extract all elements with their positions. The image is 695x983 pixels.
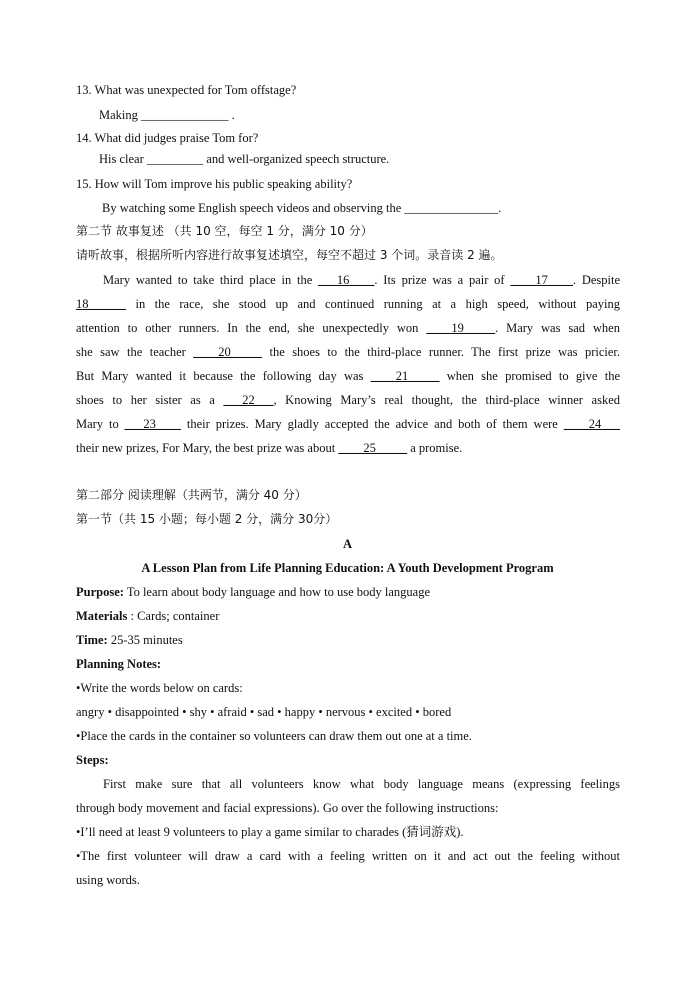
section2-instruction: 请听故事，根据所听内容进行故事复述填空，每空不超过 3 个词。录音读 2 遍。: [76, 248, 503, 262]
materials-label: Materials: [76, 609, 128, 623]
feeling-words: angry • disappointed • shy • afraid • sad • happy • nervous • excited • bored: [76, 705, 452, 719]
passage-title: A Lesson Plan from Life Planning Education: A Youth Development Program: [141, 561, 554, 575]
purpose-text: To learn about body language and how to use body language: [123, 585, 431, 599]
purpose-label: Purpose:: [76, 585, 124, 599]
blank-20: ____20_____: [193, 345, 263, 359]
bullet-2-line-2: using words.: [76, 873, 140, 887]
note-1: •Write the words below on cards:: [76, 681, 243, 695]
bullet-1: •I’ll need at least 9 volunteers to play a game similar to charades (猜词游戏).: [76, 825, 464, 839]
steps-paragraph-line-2: through body movement and facial expressions). Go over the following instructions:: [76, 801, 499, 815]
story-line-7: Mary to ___23____ their prizes. Mary gladly accepted the advice and both of them were ____24___: [76, 417, 621, 431]
story-line-3: attention to other runners. In the end, she unexpectedly won ____19_____. Mary was sad when: [76, 321, 620, 335]
time-label: Time:: [76, 633, 108, 647]
blank-21: ____21_____: [370, 369, 440, 383]
story-line-4: she saw the teacher ____20_____ the shoes to the third-place runner. The first prize was pricier.: [76, 345, 621, 359]
time-text: 25-35 minutes: [107, 633, 183, 647]
blank-18: 18______: [76, 297, 126, 311]
question-15: 15. How will Tom improve his public speaking ability?: [76, 177, 353, 191]
story-line-8: their new prizes, For Mary, the best prize was about ____25_____ a promise.: [76, 441, 463, 455]
purpose-line: [76, 584, 430, 600]
answer-13: Making ______________ .: [99, 108, 235, 122]
steps-paragraph-line-1: First make sure that all volunteers know what body language means (expressing feelings: [103, 777, 620, 791]
time-line: [76, 632, 183, 648]
answer-14: His clear _________ and well-organized speech structure.: [99, 152, 390, 166]
story-line-1: Mary wanted to take third place in the ___16____. Its prize was a pair of ____17____. Despite: [103, 273, 621, 287]
question-14: 14. What did judges praise Tom for?: [76, 131, 259, 145]
section2-heading: 第二节 故事复述 （共 10 空，每空 1 分，满分 10 分）: [76, 224, 373, 238]
story-line-2: 18______ in the race, she stood up and continued running at a high speed, without paying: [76, 297, 620, 311]
story-line-6: shoes to her sister as a ___22___, Knowing Mary’s real thought, the third-place winner asked: [76, 393, 620, 407]
steps-label: Steps:: [76, 753, 109, 767]
note-2: •Place the cards in the container so volunteers can draw them out one at a time.: [76, 729, 472, 743]
passage-letter: A: [342, 537, 353, 551]
planning-notes-label: Planning Notes:: [76, 657, 162, 671]
blank-23: ___23____: [124, 417, 181, 431]
blank-24: ____24___: [563, 417, 621, 431]
part2-section1: 第一节（共 15 小题；每小题 2 分，满分 30分）: [76, 512, 338, 526]
story-line-5: But Mary wanted it because the following day was ____21_____ when she promised to give the: [76, 369, 621, 383]
blank-22: ___22___: [223, 393, 274, 407]
blank-16: ___16____: [318, 273, 375, 287]
bullet-2-line-1: •The first volunteer will draw a card with a feeling written on it and act out the feeling without: [76, 849, 620, 863]
blank-25: ____25_____: [338, 441, 408, 455]
part2-heading: 第二部分 阅读理解（共两节，满分 40 分）: [76, 488, 307, 502]
question-13: 13. What was unexpected for Tom offstage?: [76, 83, 297, 97]
materials-line: [76, 608, 219, 624]
blank-19: ____19_____: [426, 321, 496, 335]
materials-text: : Cards; container: [127, 609, 220, 623]
answer-15: By watching some English speech videos and observing the _______________.: [102, 201, 502, 215]
blank-17: ____17____: [510, 273, 573, 287]
